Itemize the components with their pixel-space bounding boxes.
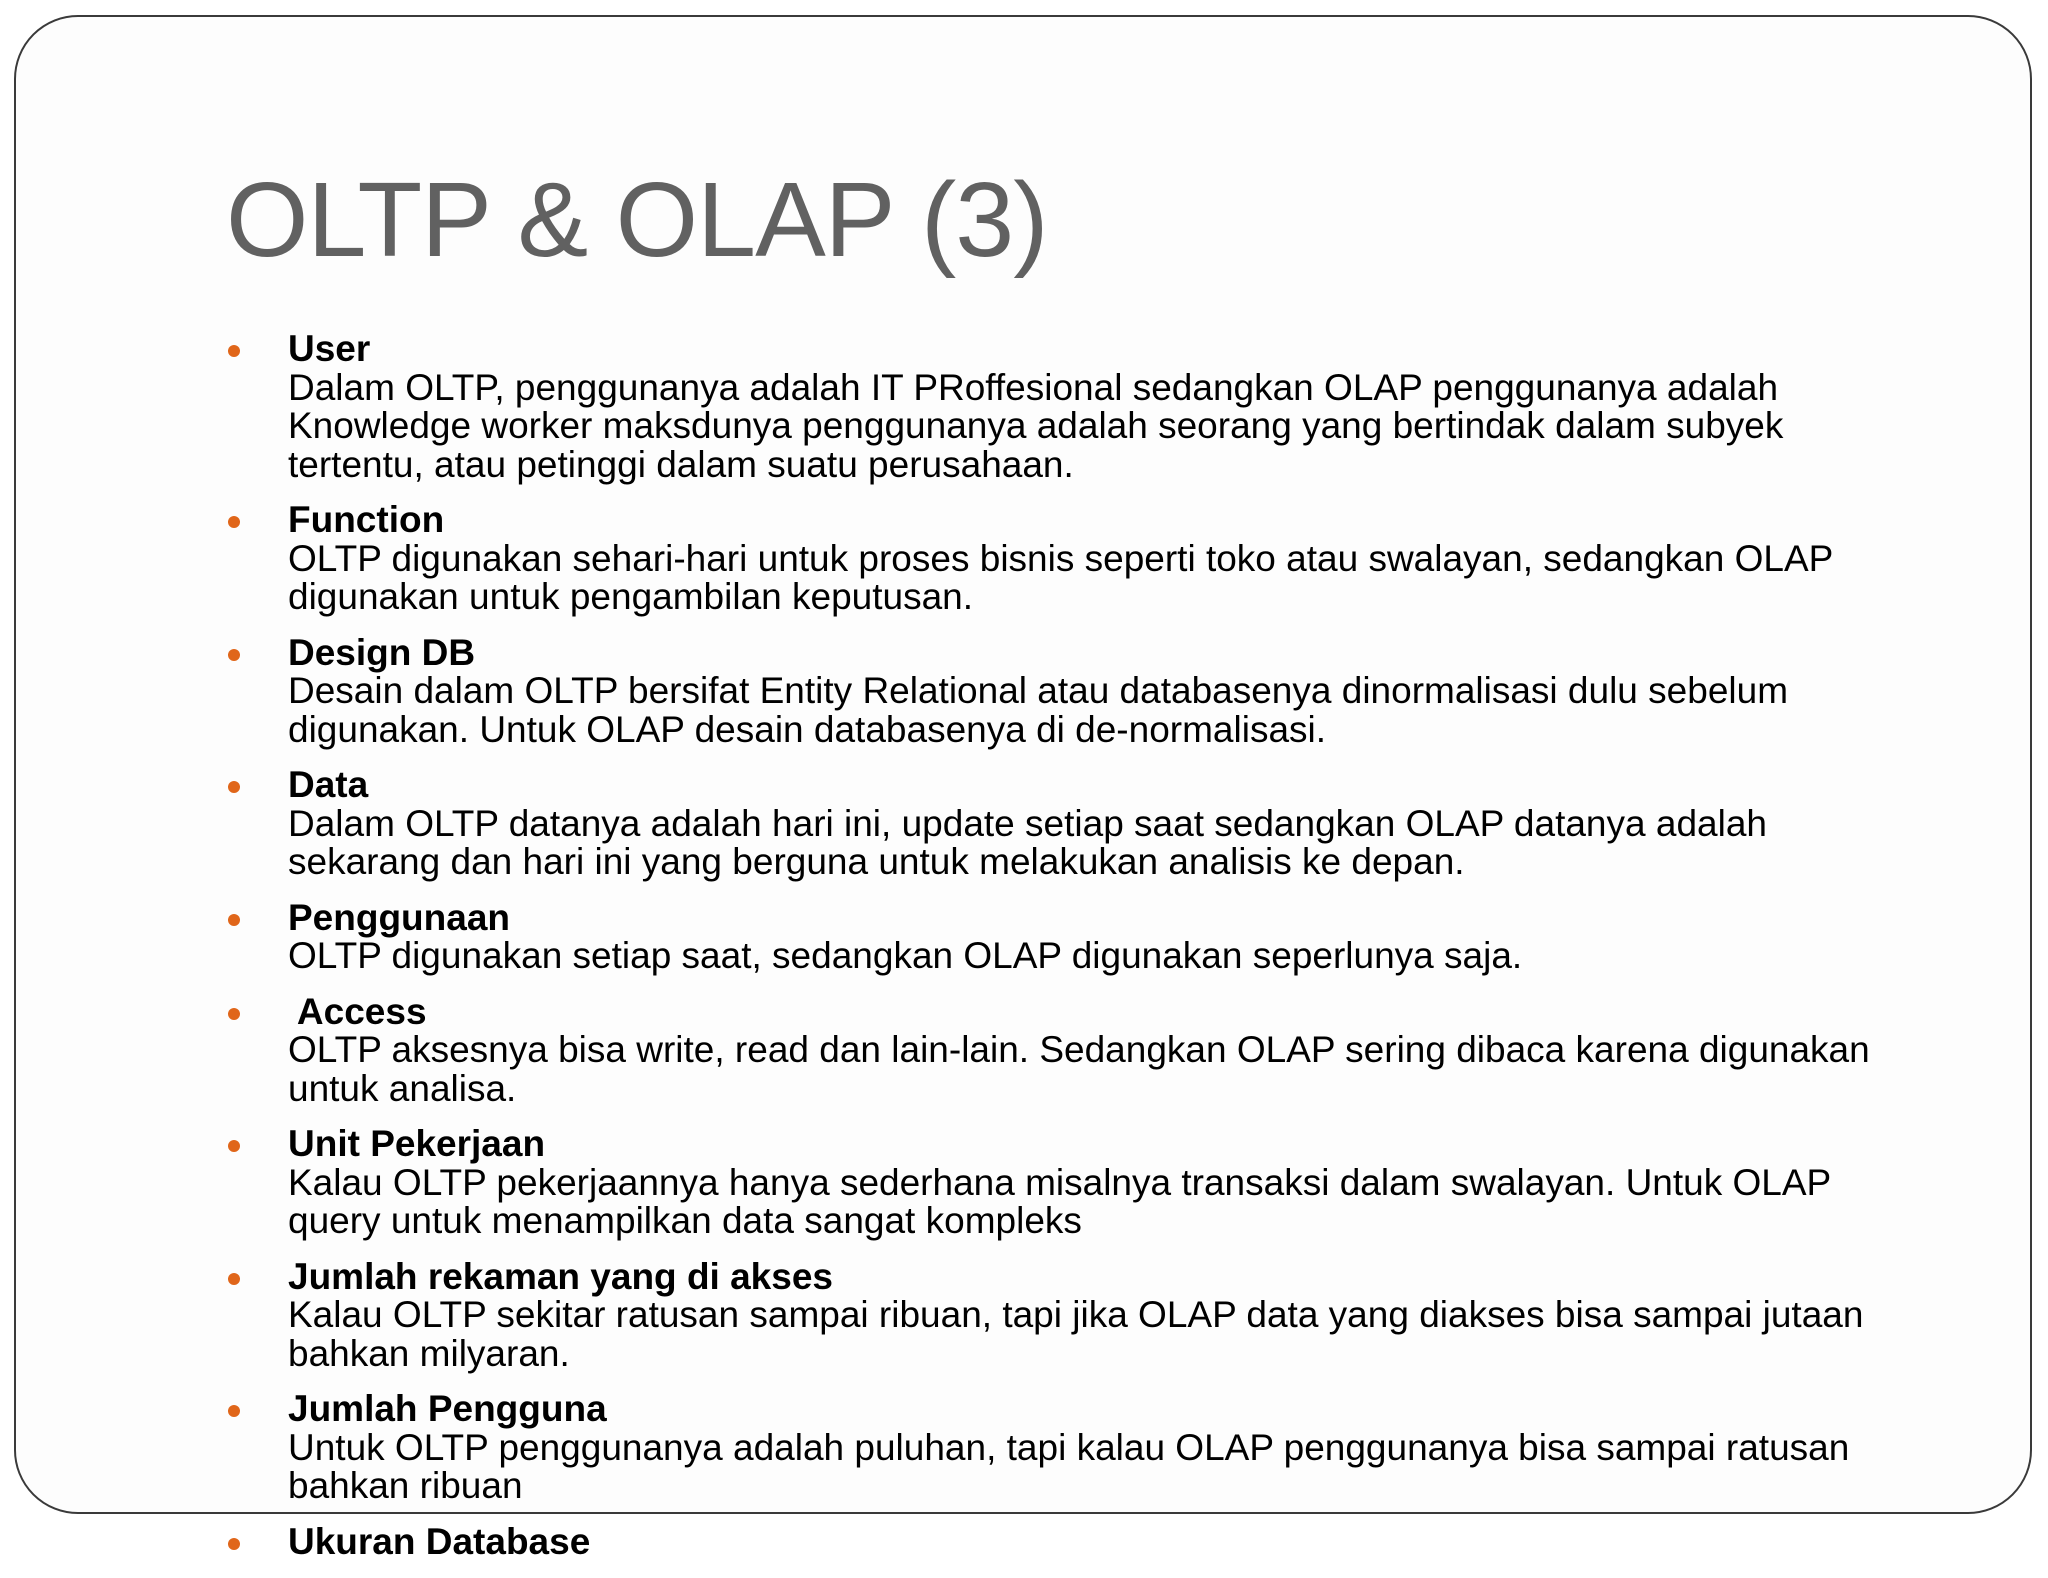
- bullet-dot-icon: [228, 345, 240, 357]
- bullet-heading: Access: [288, 990, 427, 1032]
- bullet-heading: Jumlah Pengguna: [288, 1388, 607, 1429]
- bullet-text: Desain dalam OLTP bersifat Entity Relational atau databasenya dinormalisasi dulu sebelum digunakan. Untuk OLAP desain databasenya di de-normalisasi.: [288, 670, 1789, 750]
- bullet-heading: Ukuran Database: [288, 1520, 591, 1562]
- list-item: [226, 766, 1926, 882]
- bullet-text: Kalau OLTP pekerjaannya hanya sederhana misalnya transaksi dalam swalayan. Untuk OLAP query untuk menampilkan data sangat kompleks: [288, 1161, 1831, 1241]
- bullet-dot-icon: [228, 516, 240, 528]
- bullet-heading: Data: [288, 764, 369, 805]
- slide-title: OLTP & OLAP (3): [226, 161, 1048, 279]
- list-item: [226, 1390, 1926, 1506]
- list-item: [226, 896, 1926, 976]
- bullet-text: OLTP digunakan setiap saat, sedangkan OLAP digunakan seperlunya saja.: [288, 935, 1523, 976]
- bullet-dot-icon: [228, 781, 240, 793]
- list-item: [226, 631, 1926, 750]
- list-item: [226, 330, 1926, 484]
- bullet-dot-icon: [228, 1273, 240, 1285]
- bullet-text: Dalam OLTP datanya adalah hari ini, update setiap saat sedangkan OLAP datanya adalah sekarang dan hari ini yang berguna untuk melakukan analisis ke depan.: [288, 802, 1767, 882]
- bullet-heading: Function: [288, 499, 445, 540]
- bullet-dot-icon: [228, 1140, 240, 1152]
- bullet-dot-icon: [228, 1008, 240, 1020]
- bullet-text: OLTP digunakan sehari-hari untuk proses bisnis seperti toko atau swalayan, sedangkan OLAP digunakan untuk pengambilan keputusan.: [288, 537, 1833, 617]
- bullet-list: [226, 330, 1926, 1578]
- list-item: [226, 1125, 1926, 1241]
- bullet-dot-icon: [228, 649, 240, 661]
- bullet-heading: Penggunaan: [288, 896, 511, 938]
- bullet-dot-icon: [228, 1538, 240, 1550]
- bullet-text: Kalau OLTP sekitar ratusan sampai ribuan, tapi jika OLAP data yang diakses bisa sampai jutaan bahkan milyaran.: [288, 1294, 1864, 1374]
- list-item: [226, 1520, 1926, 1562]
- bullet-heading: User: [288, 328, 371, 369]
- bullet-dot-icon: [228, 914, 240, 926]
- bullet-heading: Design DB: [288, 631, 476, 673]
- bullet-text: Dalam OLTP, penggunanya adalah IT PRoffesional sedangkan OLAP penggunanya adalah Knowledge worker maksdunya penggunanya adalah seorang yang bertindak dalam subyek tertentu, atau petinggi dalam suatu perusahaan.: [288, 366, 1784, 485]
- bullet-text: Untuk OLTP penggunanya adalah puluhan, tapi kalau OLAP penggunanya bisa sampai ratusan bahkan ribuan: [288, 1426, 1850, 1506]
- bullet-heading: Jumlah rekaman yang di akses: [288, 1255, 833, 1297]
- bullet-text: OLTP aksesnya bisa write, read dan lain-lain. Sedangkan OLAP sering dibaca karena digunakan untuk analisa.: [288, 1029, 1870, 1109]
- bullet-heading: Unit Pekerjaan: [288, 1123, 546, 1164]
- list-item: [226, 1255, 1926, 1374]
- list-item: [226, 990, 1926, 1109]
- list-item: [226, 501, 1926, 617]
- bullet-dot-icon: [228, 1405, 240, 1417]
